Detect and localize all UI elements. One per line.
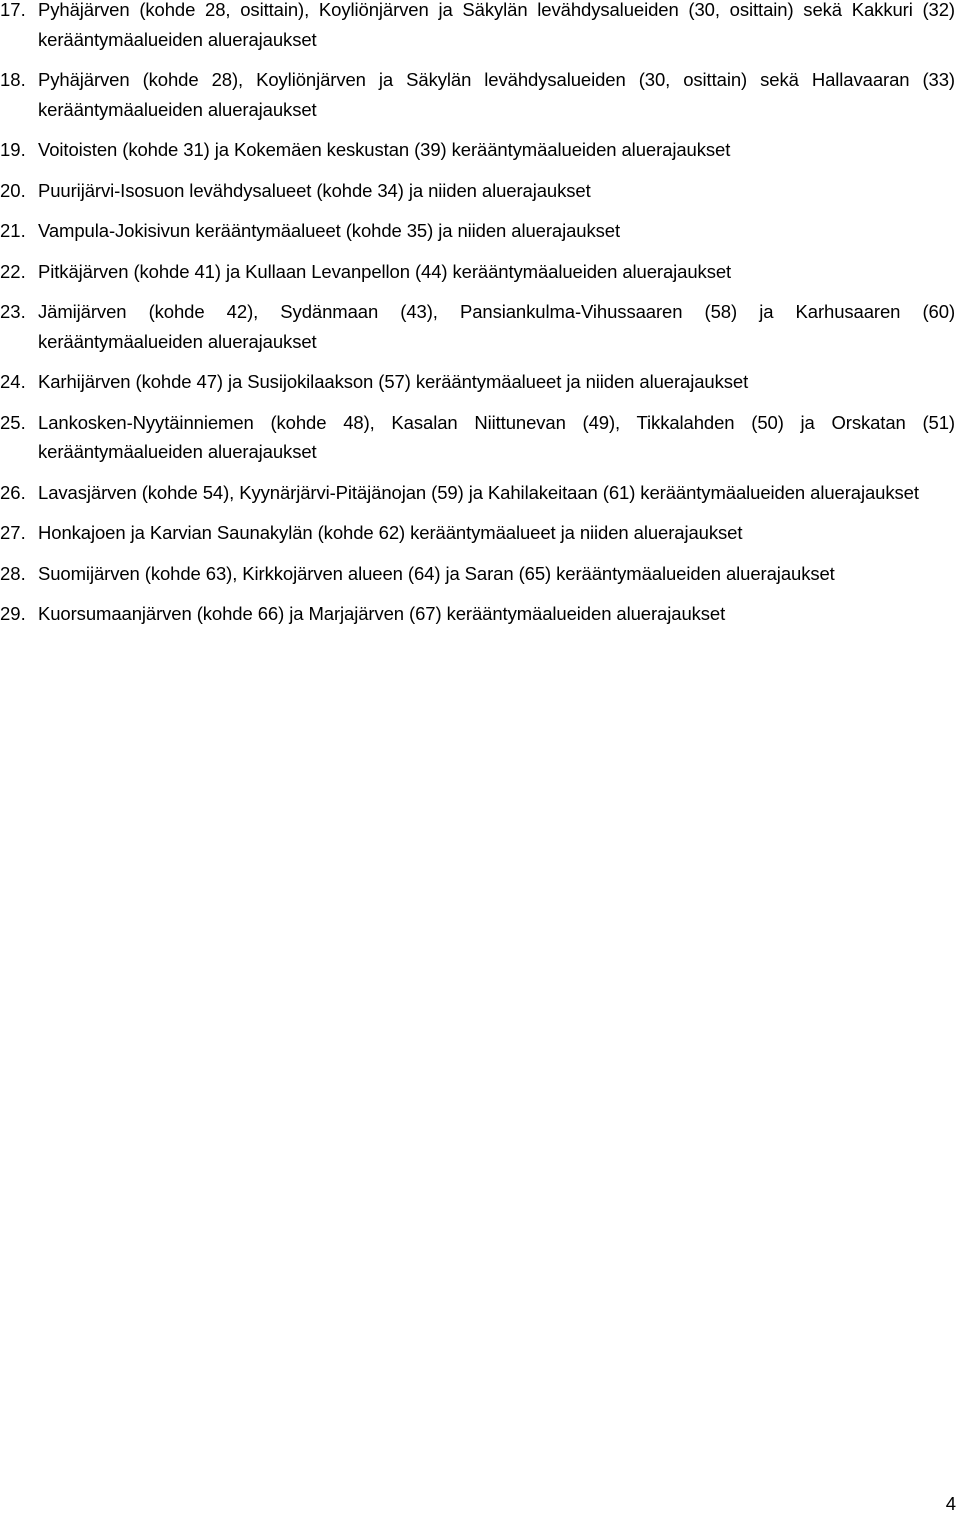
item-text: Puurijärvi-Isosuon levähdysalueet (kohde 34) ja niiden aluerajaukset (38, 179, 591, 201)
list-item (0, 176, 955, 206)
list-item (0, 367, 955, 397)
list-item (0, 0, 955, 54)
figure-list (0, 0, 955, 640)
item-number: 29. (0, 603, 26, 624)
list-item (0, 599, 955, 629)
item-text: Pitkäjärven (kohde 41) ja Kullaan Levanpellon (44) kerääntymäalueiden aluerajaukset (38, 260, 732, 282)
item-number: 22. (0, 260, 26, 282)
list-item (0, 518, 955, 548)
item-text: Kuorsumaanjärven (kohde 66) ja Marjajärven (67) kerääntymäalueiden aluerajaukset (38, 603, 726, 624)
item-text: Vampula-Jokisivun kerääntymäalueet (kohde 35) ja niiden aluerajaukset (38, 220, 621, 241)
item-number: 28. (0, 562, 26, 584)
item-number: 25. (0, 411, 26, 433)
list-item (0, 135, 955, 165)
page-number: 4 (945, 1493, 956, 1514)
item-number: 19. (0, 139, 26, 160)
item-text: Lavasjärven (kohde 54), Kyynärjärvi-Pitäjänojan (59) ja Kahilakeitaan (61) kerääntymäalueiden aluerajaukset (38, 481, 919, 503)
list-item (0, 297, 955, 356)
item-text: Karhijärven (kohde 47) ja Susijokilaakson (57) kerääntymäalueet ja niiden aluerajaukset (38, 371, 749, 392)
item-number: 21. (0, 220, 26, 241)
item-number: 18. (0, 69, 26, 90)
list-item (0, 408, 955, 467)
list-item (0, 478, 955, 508)
item-text: Voitoisten (kohde 31) ja Kokemäen keskustan (39) kerääntymäalueiden aluerajaukset (38, 139, 731, 160)
item-text: Honkajoen ja Karvian Saunakylän (kohde 62) kerääntymäalueet ja niiden aluerajaukset (38, 522, 743, 543)
item-text: Pyhäjärven (kohde 28), Koyliönjärven ja Säkylän levähdysalueiden (30, osittain) sekä Hallavaaran (33) kerääntymäalueiden aluerajaukset (38, 69, 955, 120)
item-text: Pyhäjärven (kohde 28, osittain), Koyliönjärven ja Säkylän levähdysalueiden (30, osittain) sekä Kakkuri (32) kerääntymäalueiden aluerajaukset (38, 0, 955, 50)
item-number: 26. (0, 481, 26, 503)
item-number: 17. (0, 0, 26, 20)
list-item (0, 559, 955, 589)
list-item (0, 216, 955, 246)
item-text: Suomijärven (kohde 63), Kirkkojärven alueen (64) ja Saran (65) kerääntymäalueiden aluerajaukset (38, 562, 835, 584)
list-item (0, 65, 955, 124)
item-number: 27. (0, 522, 26, 543)
item-number: 24. (0, 371, 26, 392)
item-text: Lankosken-Nyytäinniemen (kohde 48), Kasalan Niittunevan (49), Tikkalahden (50) ja Orskatan (51) kerääntymäalueiden aluerajaukset (38, 411, 955, 462)
list-item (0, 257, 955, 287)
item-number: 23. (0, 301, 26, 322)
item-text: Jämijärven (kohde 42), Sydänmaan (43), Pansiankulma-Vihussaaren (58) ja Karhusaaren (60) kerääntymäalueiden aluerajaukset (38, 301, 955, 352)
item-number: 20. (0, 179, 26, 201)
